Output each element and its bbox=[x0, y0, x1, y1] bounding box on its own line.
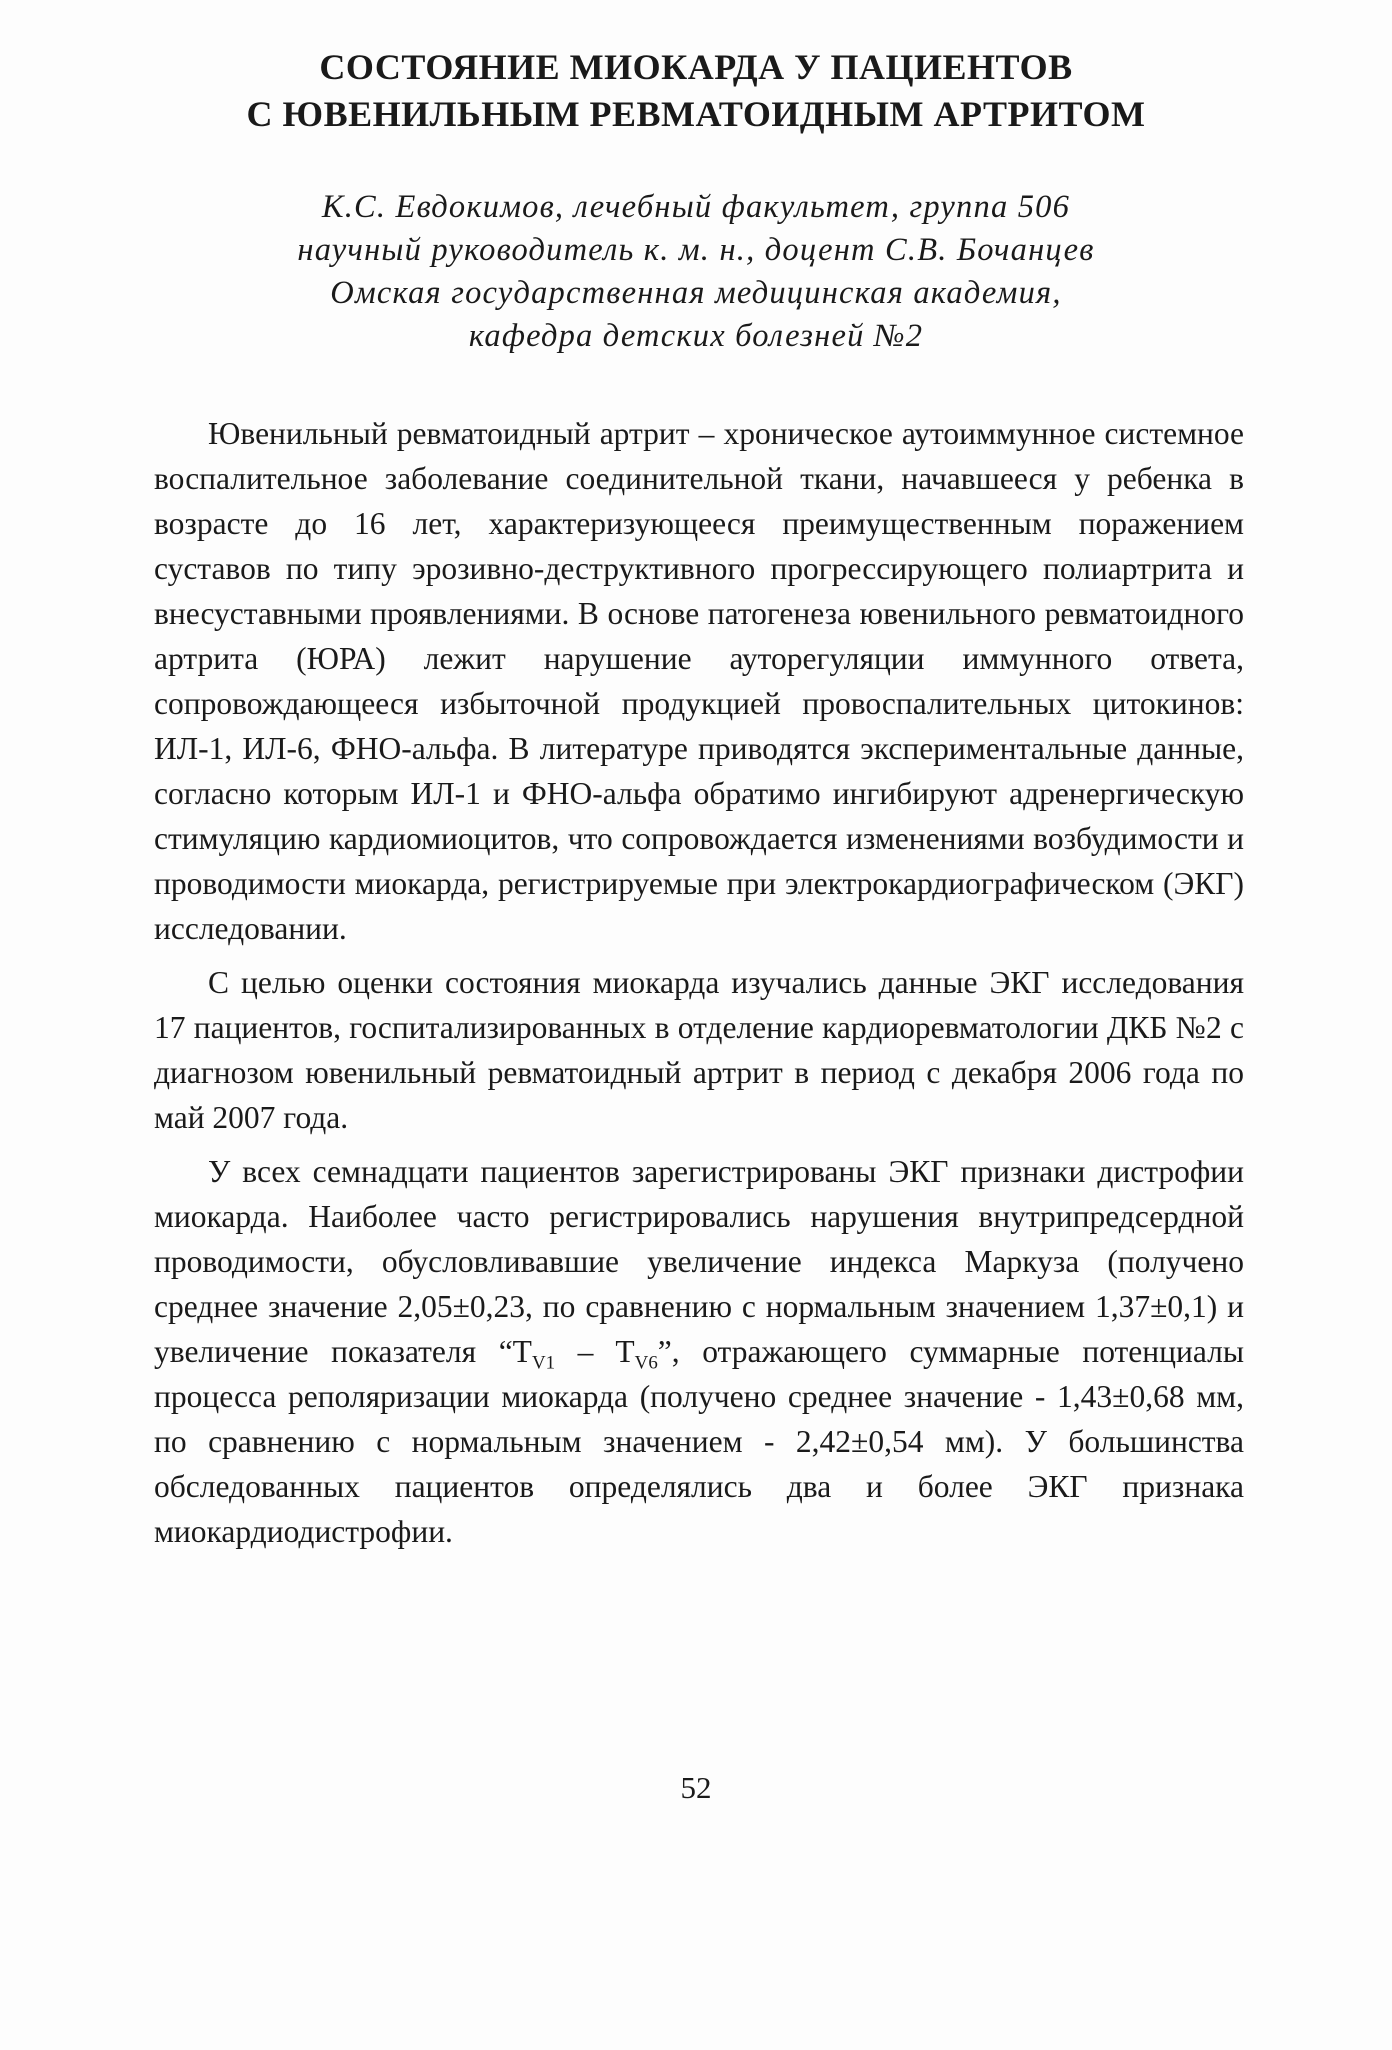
department-line: кафедра детских болезней №2 bbox=[468, 318, 924, 354]
author-block bbox=[140, 186, 1252, 358]
article-body bbox=[154, 411, 1244, 1554]
paragraph-methods: С целью оценки состояния миокарда изучались данные ЭКГ исследования 17 пациентов, госпитализированных в отделение кардиоревматологии ДКБ №2 с диагнозом ювенильный ревматоидный артрит в период с декабря 2006 года по май 2007 года. bbox=[154, 965, 1244, 1135]
results-text-part-1: У всех семнадцати пациентов зарегистрированы ЭКГ признаки дистрофии миокарда. Наиболее часто регистрировались нарушения внутрипредсердной проводимости, обусловливавшие увеличение индекса Маркуза (получено среднее значение 2,05±0,23, по сравнению с нормальным значением 1,37±0,1) и увеличение показателя “T bbox=[154, 1154, 1244, 1369]
title-line-2: С ЮВЕНИЛЬНЫМ РЕВМАТОИДНЫМ АРТРИТОМ bbox=[246, 94, 1146, 134]
institution-line: Омская государственная медицинская академия, bbox=[330, 275, 1062, 311]
page-number: 52 bbox=[680, 1770, 712, 1805]
supervisor-line: научный руководитель к. м. н., доцент С.В. Бочанцев bbox=[297, 232, 1095, 268]
results-text-part-3: ”, отражающего суммарные потенциалы процесса реполяризации миокарда (получено среднее значение - 1,43±0,68 мм, по сравнению с нормальным значением - 2,42±0,54 мм). У большинства обследованных пациентов определялись два и более ЭКГ признака миокардиодистрофии. bbox=[154, 1334, 1244, 1549]
paragraph-introduction: Ювенильный ревматоидный артрит – хроническое аутоиммунное системное воспалительное заболевание соединительной ткани, начавшееся у ребенка в возрасте до 16 лет, характеризующееся преимущественным поражением суставов по типу эрозивно-деструктивного прогрессирующего полиартрита и внесуставными проявлениями. В основе патогенеза ювенильного ревматоидного артрита (ЮРА) лежит нарушение ауторегуляции иммунного ответа, сопровождающееся избыточной продукцией провоспалительных цитокинов: ИЛ-1, ИЛ-6, ФНО-альфа. В литературе приводятся экспериментальные данные, согласно которым ИЛ-1 и ФНО-альфа обратимо ингибируют адренергическую стимуляцию кардиомиоцитов, что сопровождается изменениями возбудимости и проводимости миокарда, регистрируемые при электрокардиографическом (ЭКГ) исследовании. bbox=[154, 416, 1244, 946]
subscript-v1: V1 bbox=[531, 1352, 556, 1374]
author-line: К.С. Евдокимов, лечебный факультет, группа 506 bbox=[321, 189, 1071, 225]
article-title bbox=[140, 44, 1252, 138]
results-text-part-2: – T bbox=[555, 1334, 635, 1369]
subscript-v6: V6 bbox=[634, 1352, 658, 1374]
paragraph-results bbox=[154, 1149, 1244, 1554]
title-line-1: СОСТОЯНИЕ МИОКАРДА У ПАЦИЕНТОВ bbox=[319, 47, 1073, 87]
